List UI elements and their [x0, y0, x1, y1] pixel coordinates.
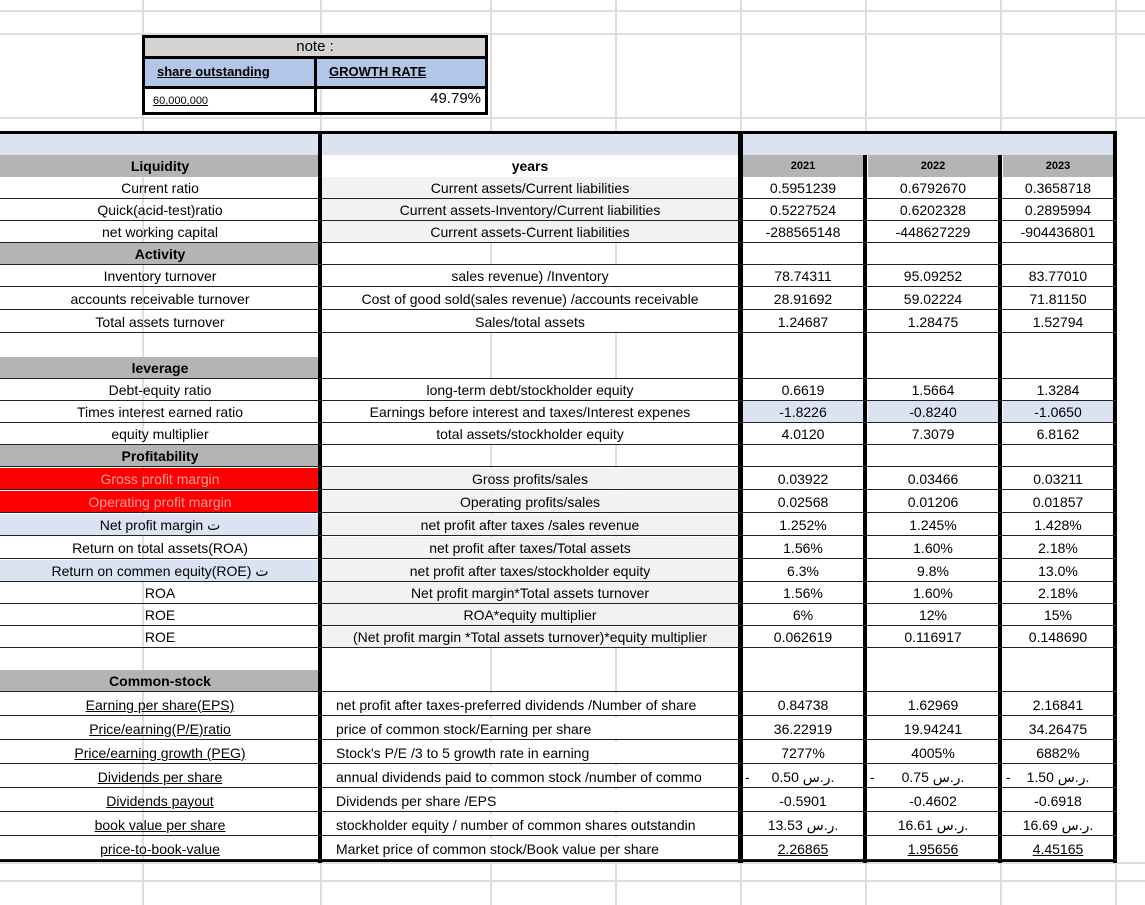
ratio-label[interactable]: Inventory turnover — [103, 268, 217, 284]
value-2023[interactable]: 0.148690 — [1028, 629, 1088, 645]
value-2023[interactable]: 4.45165 — [1032, 841, 1084, 857]
value-2021[interactable]: 0.062619 — [773, 629, 833, 645]
table-row — [0, 311, 1145, 333]
currency-dash: - — [870, 769, 875, 785]
value-2022[interactable]: 19.94241 — [903, 721, 963, 737]
value-2022[interactable]: -448627229 — [895, 224, 971, 240]
table-row — [0, 742, 1145, 764]
formula-cell[interactable]: Market price of common stock/Book value per share — [322, 838, 738, 860]
value-2021[interactable]: 0.5227524 — [769, 202, 837, 218]
value-2022[interactable]: 0.6202328 — [899, 202, 967, 218]
value-2021[interactable]: -0.5901 — [779, 793, 827, 809]
growth-rate-value[interactable]: 49.79% — [317, 89, 488, 115]
formula-cell[interactable]: net profit after taxes /sales revenue — [322, 514, 738, 536]
formula-cell[interactable]: Current assets-Current liabilities — [322, 221, 738, 243]
table-row — [0, 243, 1145, 265]
header-row — [0, 155, 1145, 177]
table-row — [0, 537, 1145, 559]
table-row — [0, 626, 1145, 648]
section-label[interactable]: Activity — [0, 243, 320, 265]
value-2021[interactable]: 0.02568 — [777, 494, 829, 510]
value-2021[interactable]: 1.56% — [783, 540, 823, 556]
currency-dash: - — [745, 769, 750, 785]
value-2021[interactable]: 1.24687 — [777, 314, 829, 330]
formula-cell[interactable]: annual dividends paid to common stock /number of commo — [322, 766, 738, 788]
formula-cell[interactable]: price of common stock/Earning per share — [322, 718, 738, 740]
value-2023[interactable]: -0.6918 — [1034, 793, 1082, 809]
value-2023[interactable]: -1.0650 — [1003, 401, 1113, 423]
year-2021[interactable]: 2021 — [743, 155, 863, 177]
table-row — [0, 514, 1145, 536]
note-block — [142, 35, 488, 115]
value-2022[interactable]: 95.09252 — [903, 268, 963, 284]
formula-cell[interactable]: Dividends per share /EPS — [322, 790, 738, 812]
table-row — [0, 423, 1145, 445]
growth-rate-label[interactable]: GROWTH RATE — [317, 59, 488, 89]
formula-cell[interactable]: Operating profits/sales — [322, 491, 738, 513]
value-2023[interactable]: 2.18% — [1038, 585, 1078, 601]
value-2021[interactable]: 6.3% — [787, 563, 819, 579]
value-2022[interactable]: 0.03466 — [907, 471, 959, 487]
value-2022[interactable]: 16.61 ر.س. — [897, 817, 969, 833]
table-row — [0, 694, 1145, 716]
ratio-label[interactable]: ROE — [144, 629, 176, 645]
value-2023[interactable]: -904436801 — [1020, 224, 1096, 240]
formula-cell[interactable]: Sales/total assets — [322, 311, 738, 333]
table-row — [0, 221, 1145, 243]
section-label[interactable]: Common-stock — [0, 670, 320, 692]
value-2021[interactable]: 28.91692 — [773, 291, 833, 307]
formula-cell[interactable]: Current assets/Current liabilities — [322, 177, 738, 199]
value-2022[interactable]: 0.6792670 — [899, 180, 967, 196]
value-2023[interactable]: 0.03211 — [1033, 471, 1083, 487]
value-2022[interactable]: 7.3079 — [911, 426, 955, 442]
table-row — [0, 790, 1145, 812]
value-2023[interactable]: 1.50 ر.س. — [1026, 769, 1090, 785]
formula-cell[interactable]: Earnings before interest and taxes/Interest expenes — [322, 401, 738, 423]
value-2021[interactable]: 4.0120 — [781, 426, 825, 442]
value-2021[interactable]: 78.74311 — [774, 268, 832, 284]
ratio-label[interactable]: Price/earning(P/E)ratio — [89, 721, 231, 737]
value-2023[interactable]: 1.428% — [1034, 517, 1082, 533]
value-2023[interactable]: 0.01857 — [1032, 494, 1084, 510]
formula-cell[interactable]: Stock's P/E /3 to 5 growth rate in earning — [322, 742, 738, 764]
ratio-label[interactable]: Debt-equity ratio — [108, 382, 212, 398]
value-2023[interactable]: 6882% — [1036, 745, 1080, 761]
ratio-label[interactable]: equity multiplier — [111, 426, 209, 442]
table-row — [0, 582, 1145, 604]
note-title: note : — [142, 35, 488, 59]
value-2022[interactable]: -0.8240 — [868, 401, 998, 423]
value-2022[interactable]: 1.95656 — [907, 841, 959, 857]
table-row — [0, 718, 1145, 740]
share-outstanding-value[interactable]: 60,000,000 — [142, 89, 317, 115]
value-2021[interactable]: 6% — [792, 607, 814, 623]
value-2022[interactable]: 1.60% — [913, 540, 953, 556]
value-2021[interactable]: 1.252% — [779, 517, 827, 533]
ratio-label[interactable]: Return on total assets(ROA) — [72, 540, 248, 556]
formula-cell[interactable]: long-term debt/stockholder equity — [322, 379, 738, 401]
formula-cell[interactable]: sales revenue) /Inventory — [322, 265, 738, 287]
value-2022[interactable]: 0.116917 — [904, 629, 962, 645]
ratio-label[interactable]: accounts receivable turnover — [70, 291, 250, 307]
value-2023[interactable]: 0.2895994 — [1024, 202, 1092, 218]
value-2022[interactable]: 1.28475 — [907, 314, 959, 330]
value-2021[interactable]: 13.53 ر.س. — [767, 817, 839, 833]
value-2023[interactable]: 2.16841 — [1032, 697, 1084, 713]
value-2022[interactable]: -0.4602 — [909, 793, 957, 809]
value-2022[interactable]: 59.02224 — [903, 291, 963, 307]
ratio-label[interactable]: Earning per share(EPS) — [85, 697, 235, 713]
table-row — [0, 265, 1145, 287]
value-2023[interactable]: 1.52794 — [1032, 314, 1084, 330]
formula-cell[interactable]: (Net profit margin *Total assets turnover)*equity multiplier — [322, 626, 738, 648]
value-2021[interactable]: 2.26865 — [777, 841, 829, 857]
value-2023[interactable]: 13.0% — [1038, 563, 1078, 579]
ratio-label[interactable]: Operating profit margin — [0, 491, 320, 513]
table-row — [0, 838, 1145, 860]
table-row — [0, 814, 1145, 836]
ratio-label[interactable]: price-to-book-value — [100, 841, 220, 857]
year-2022[interactable]: 2022 — [868, 155, 998, 177]
year-2023[interactable]: 2023 — [1003, 155, 1113, 177]
value-2023[interactable]: 0.3658718 — [1024, 180, 1092, 196]
formula-cell[interactable]: Net profit margin*Total assets turnover — [322, 582, 738, 604]
value-2023[interactable]: 15% — [1043, 607, 1073, 623]
ratio-label[interactable]: Net profit margin ت — [0, 514, 320, 536]
value-2021[interactable]: 0.50 ر.س. — [771, 769, 835, 785]
formula-cell[interactable]: net profit after taxes/stockholder equity — [322, 560, 738, 582]
value-2022[interactable]: 0.75 ر.س. — [901, 769, 965, 785]
table-row — [0, 357, 1145, 379]
section-label[interactable]: leverage — [0, 357, 320, 379]
table-row — [0, 560, 1145, 582]
value-2023[interactable]: 6.8162 — [1036, 426, 1080, 442]
formula-cell[interactable]: Current assets-Inventory/Current liabilities — [322, 199, 738, 221]
table-row — [0, 288, 1145, 310]
value-2022[interactable]: 0.01206 — [907, 494, 959, 510]
ratio-label[interactable]: Total assets turnover — [95, 314, 225, 330]
formula-cell[interactable]: Gross profits/sales — [322, 468, 738, 490]
formula-cell[interactable]: stockholder equity / number of common shares outstandin — [322, 814, 738, 836]
ratio-label[interactable]: net working capital — [102, 224, 218, 240]
value-2021[interactable]: 7277% — [781, 745, 825, 761]
value-2023[interactable]: 16.69 ر.س. — [1022, 817, 1094, 833]
value-2023[interactable]: 1.3284 — [1036, 382, 1080, 398]
value-2023[interactable]: 71.81150 — [1029, 291, 1087, 307]
ratio-label[interactable]: Price/earning growth (PEG) — [74, 745, 246, 761]
section-liquidity[interactable]: Liquidity — [0, 155, 320, 177]
table-row — [0, 491, 1145, 513]
value-2023[interactable]: 83.77010 — [1028, 268, 1088, 284]
value-2022[interactable]: 4005% — [911, 745, 955, 761]
ratio-label[interactable]: Dividends per share — [97, 769, 223, 785]
ratio-label[interactable]: book value per share — [94, 817, 226, 833]
value-2023[interactable]: 34.26475 — [1028, 721, 1088, 737]
formula-cell[interactable]: ROA*equity multiplier — [322, 604, 738, 626]
value-2022[interactable]: 1.245% — [909, 517, 957, 533]
table-row — [0, 445, 1145, 467]
value-2022[interactable]: 12% — [918, 607, 948, 623]
formula-cell[interactable]: Cost of good sold(sales revenue) /accounts receivable — [322, 288, 738, 310]
table-row — [0, 401, 1145, 423]
value-2022[interactable]: 9.8% — [917, 563, 949, 579]
table-row — [0, 468, 1145, 490]
table-row — [0, 670, 1145, 692]
ratio-label[interactable]: ROE — [144, 607, 176, 623]
formula-cell[interactable]: net profit after taxes/Total assets — [322, 537, 738, 559]
value-2022[interactable]: 1.5664 — [911, 382, 955, 398]
section-label[interactable]: Profitability — [0, 445, 320, 467]
value-2021[interactable]: -288565148 — [765, 224, 841, 240]
formula-cell[interactable]: net profit after taxes-preferred dividends /Number of share — [322, 694, 738, 716]
value-2021[interactable]: 36.22919 — [773, 721, 833, 737]
header-band — [0, 133, 1145, 155]
currency-dash: - — [1006, 769, 1011, 785]
ratio-label[interactable]: Times interest earned ratio — [77, 404, 243, 420]
value-2021[interactable]: 0.6619 — [781, 382, 825, 398]
formula-cell[interactable]: total assets/stockholder equity — [322, 423, 738, 445]
value-2021[interactable]: 0.03922 — [777, 471, 829, 487]
table-row — [0, 177, 1145, 199]
ratio-label[interactable]: Current ratio — [121, 180, 199, 196]
value-2021[interactable]: -1.8226 — [743, 401, 863, 423]
value-2021[interactable]: 0.5951239 — [769, 180, 837, 196]
ratio-label[interactable]: Quick(acid-test)ratio — [97, 202, 223, 218]
years-header[interactable]: years — [322, 155, 738, 177]
table-row — [0, 766, 1145, 788]
ratio-label[interactable]: Return on commen equity(ROE) ت — [0, 560, 320, 582]
ratio-label[interactable]: Dividends payout — [106, 793, 214, 809]
value-2023[interactable]: 2.18% — [1038, 540, 1078, 556]
ratio-label[interactable]: Gross profit margin — [0, 468, 320, 490]
value-2021[interactable]: 0.84738 — [777, 697, 829, 713]
table-row — [0, 379, 1145, 401]
value-2022[interactable]: 1.60% — [913, 585, 953, 601]
value-2022[interactable]: 1.62969 — [907, 697, 959, 713]
share-outstanding-label[interactable]: share outstanding — [142, 59, 317, 89]
table-row — [0, 604, 1145, 626]
value-2021[interactable]: 1.56% — [783, 585, 823, 601]
table-row — [0, 199, 1145, 221]
ratio-label[interactable]: ROA — [144, 585, 176, 601]
